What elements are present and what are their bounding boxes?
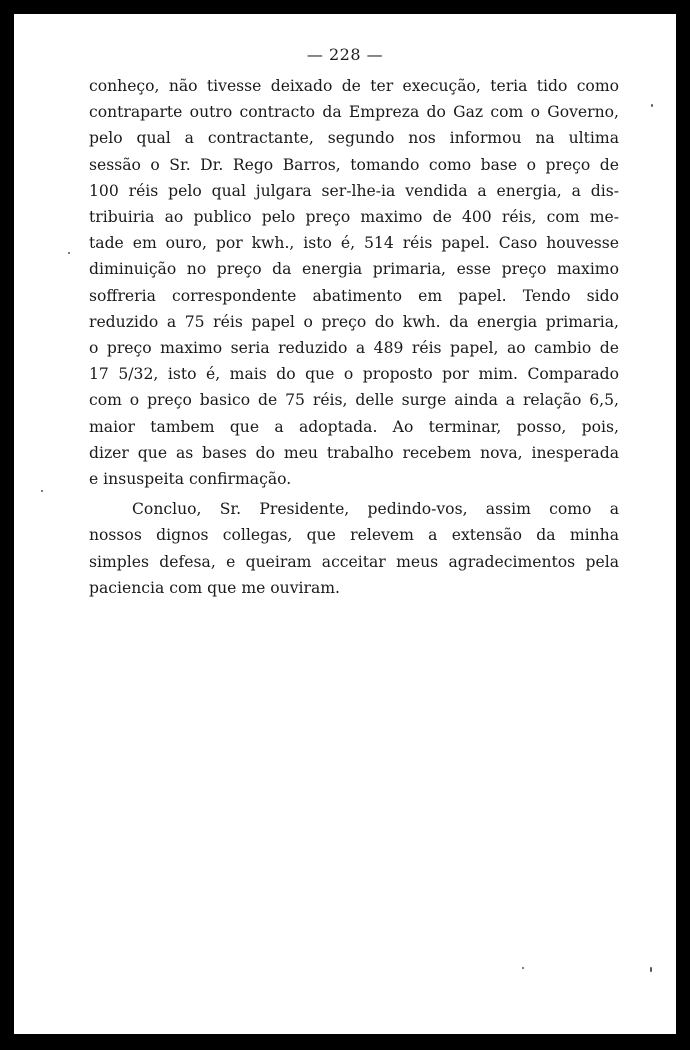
document-page	[14, 14, 676, 1034]
text-line: simples defesa, e queiram acceitar meus agradecimentos pela	[89, 552, 619, 571]
page-number: — 228 —	[306, 45, 384, 64]
text-line: 17 5/32, isto é, mais do que o proposto por mim. Comparado	[89, 365, 619, 384]
text-line: tade em ouro, por kwh., isto é, 514 réis papel. Caso houvesse	[89, 234, 619, 253]
text-line: nossos dignos collegas, que relevem a extensão da minha	[89, 526, 619, 545]
text-line: 100 réis pelo qual julgara ser-lhe-ia vendida a energia, a dis-	[89, 181, 619, 200]
text-line: reduzido a 75 réis papel o preço do kwh. da energia primaria,	[89, 312, 619, 331]
text-line: Concluo, Sr. Presidente, pedindo-vos, assim como a	[132, 500, 619, 519]
text-line: pelo qual a contractante, segundo nos informou na ultima	[89, 129, 619, 148]
text-line: conheço, não tivesse deixado de ter execução, teria tido como	[89, 77, 619, 95]
text-line: tribuiria ao publico pelo preço maximo de 400 réis, com me-	[89, 208, 619, 227]
scan-speck	[41, 490, 43, 492]
text-line: sessão o Sr. Dr. Rego Barros, tomando como base o preço de	[89, 155, 619, 174]
text-line: paciencia com que me ouviram.	[89, 578, 341, 597]
text-line: o preço maximo seria reduzido a 489 réis papel, ao cambio de	[89, 339, 619, 358]
paragraph-1	[89, 73, 619, 492]
paragraph-2	[89, 496, 619, 601]
text-line: contraparte outro contracto da Empreza do Gaz com o Governo,	[89, 103, 619, 122]
scan-speck	[650, 967, 652, 972]
scan-speck	[651, 104, 653, 107]
text-line: maior tambem que a adoptada. Ao terminar, posso, pois,	[89, 417, 619, 436]
text-line: com o preço basico de 75 réis, delle surge ainda a relação 6,5,	[89, 391, 619, 410]
scan-speck	[522, 967, 524, 969]
text-line: e insuspeita confirmação.	[89, 470, 292, 489]
text-line: soffreria correspondente abatimento em papel. Tendo sido	[89, 286, 619, 305]
body-text	[89, 73, 619, 601]
text-line: diminuição no preço da energia primaria, esse preço maximo	[89, 260, 619, 279]
scan-speck	[68, 252, 70, 254]
text-line: dizer que as bases do meu trabalho recebem nova, inesperada	[89, 443, 619, 462]
